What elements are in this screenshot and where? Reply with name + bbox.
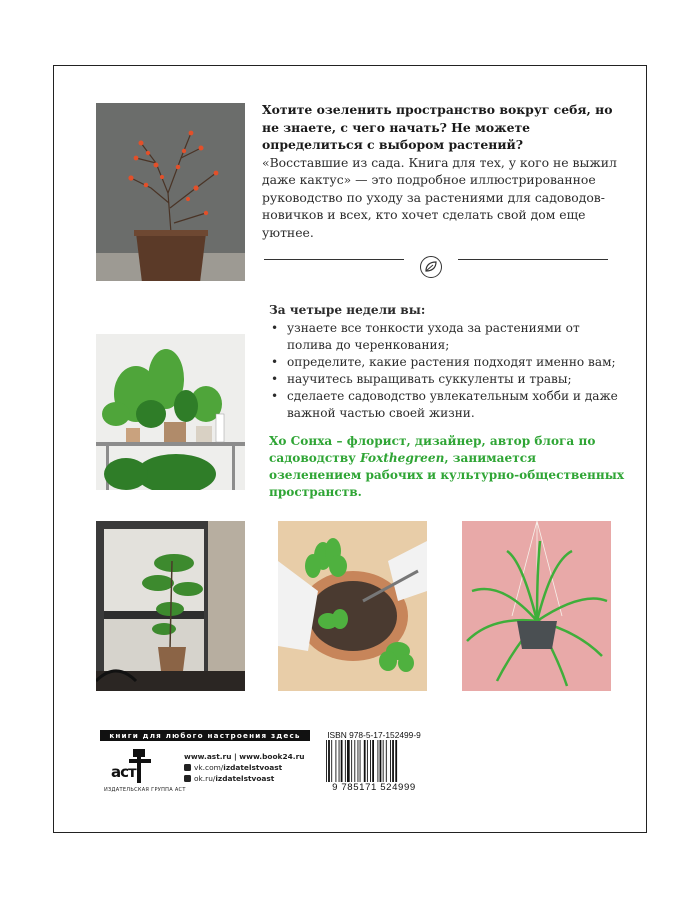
author-blog-name: Foxthegreen <box>360 451 445 465</box>
barcode-bar <box>364 740 366 782</box>
barcode-bar <box>331 740 332 782</box>
author-bio-start: Хо Сонха – флорист, дизайнер, автор блога по садоводству <box>269 434 596 465</box>
barcode-bar <box>345 740 346 782</box>
barcode-bar <box>380 740 382 782</box>
four-weeks-heading: За четыре недели вы: <box>269 303 426 317</box>
vk-name: izdatelstvoast <box>223 763 283 772</box>
barcode-bar <box>354 740 355 782</box>
ok-link[interactable] <box>184 773 304 784</box>
intro-description: «Восставшие из сада. Книга для тех, у кого не выжил даже кактус» — это подробное иллюстрированное руководство по уходу за растениями для садоводов-новичков и всех, кто хочет сделать свой дом еще уютнее. <box>262 154 617 240</box>
barcode-bar <box>395 740 397 782</box>
leaf-icon <box>420 256 442 278</box>
publisher-website-link[interactable]: www.ast.ru | www.book24.ru <box>184 752 305 761</box>
list-item: • сделаете садоводство увлекательным хобби и даже важной частью своей жизни. <box>269 388 625 422</box>
intro-text-block <box>262 101 622 241</box>
back-cover <box>53 65 647 833</box>
barcode <box>324 740 424 782</box>
divider-line-right <box>458 259 608 260</box>
photo-quince-branch <box>96 103 245 281</box>
barcode-number: 9 785171 524999 <box>332 782 416 793</box>
vk-prefix: vk.com/ <box>194 763 224 772</box>
barcode-bar <box>383 740 384 782</box>
list-item: • научитесь выращивать суккуленты и травы; <box>269 371 625 388</box>
ok-icon <box>184 775 191 782</box>
barcode-bar <box>370 740 371 782</box>
barcode-bar <box>351 740 352 782</box>
photo-hanging-fern <box>462 521 611 691</box>
publisher-slogan-strip: книги для любого настроения здесь <box>100 730 310 741</box>
ok-name: izdatelstvoast <box>215 774 275 783</box>
barcode-bar <box>341 740 343 782</box>
divider-line-left <box>264 259 404 260</box>
author-bio-end: , занимается озеленением рабочих и культурно-общественных пространств. <box>269 451 625 499</box>
barcode-bar <box>328 740 330 782</box>
intro-question: Хотите озеленить пространство вокруг себя, но не знаете, с чего начать? Не можете определиться с выбором растений? <box>262 102 613 152</box>
four-weeks-section <box>269 302 625 422</box>
four-weeks-list <box>269 320 625 422</box>
barcode-bar <box>347 740 350 782</box>
publisher-links <box>184 751 304 784</box>
barcode-bar <box>392 740 394 782</box>
author-bio <box>269 433 625 501</box>
photo-window-plant <box>96 521 245 691</box>
vk-link[interactable] <box>184 762 304 773</box>
photo-succulent-trimming <box>278 521 427 691</box>
barcode-bar <box>358 740 359 782</box>
barcode-bar <box>377 740 378 782</box>
barcode-bar <box>386 740 387 782</box>
ok-prefix: ok.ru/ <box>194 774 216 783</box>
barcode-bar <box>372 740 374 782</box>
barcode-bar <box>367 740 368 782</box>
barcode-bar <box>360 740 361 782</box>
photo-houseplant-shelf <box>96 334 245 490</box>
list-item: • узнаете все тонкости ухода за растениями от полива до черенкования; <box>269 320 625 354</box>
publisher-logo <box>109 749 165 785</box>
barcode-bar <box>326 740 327 782</box>
publisher-name: ИЗДАТЕЛЬСКАЯ ГРУППА АСТ <box>104 787 186 793</box>
barcode-bar <box>339 740 340 782</box>
barcode-bar <box>335 740 336 782</box>
list-item: • определите, какие растения подходят именно вам; <box>269 354 625 371</box>
barcode-bar <box>390 740 391 782</box>
isbn-label: ISBN 978-5-17-152499-9 <box>327 730 421 740</box>
vk-icon <box>184 764 191 771</box>
publisher-logo-text: аст <box>111 763 136 781</box>
